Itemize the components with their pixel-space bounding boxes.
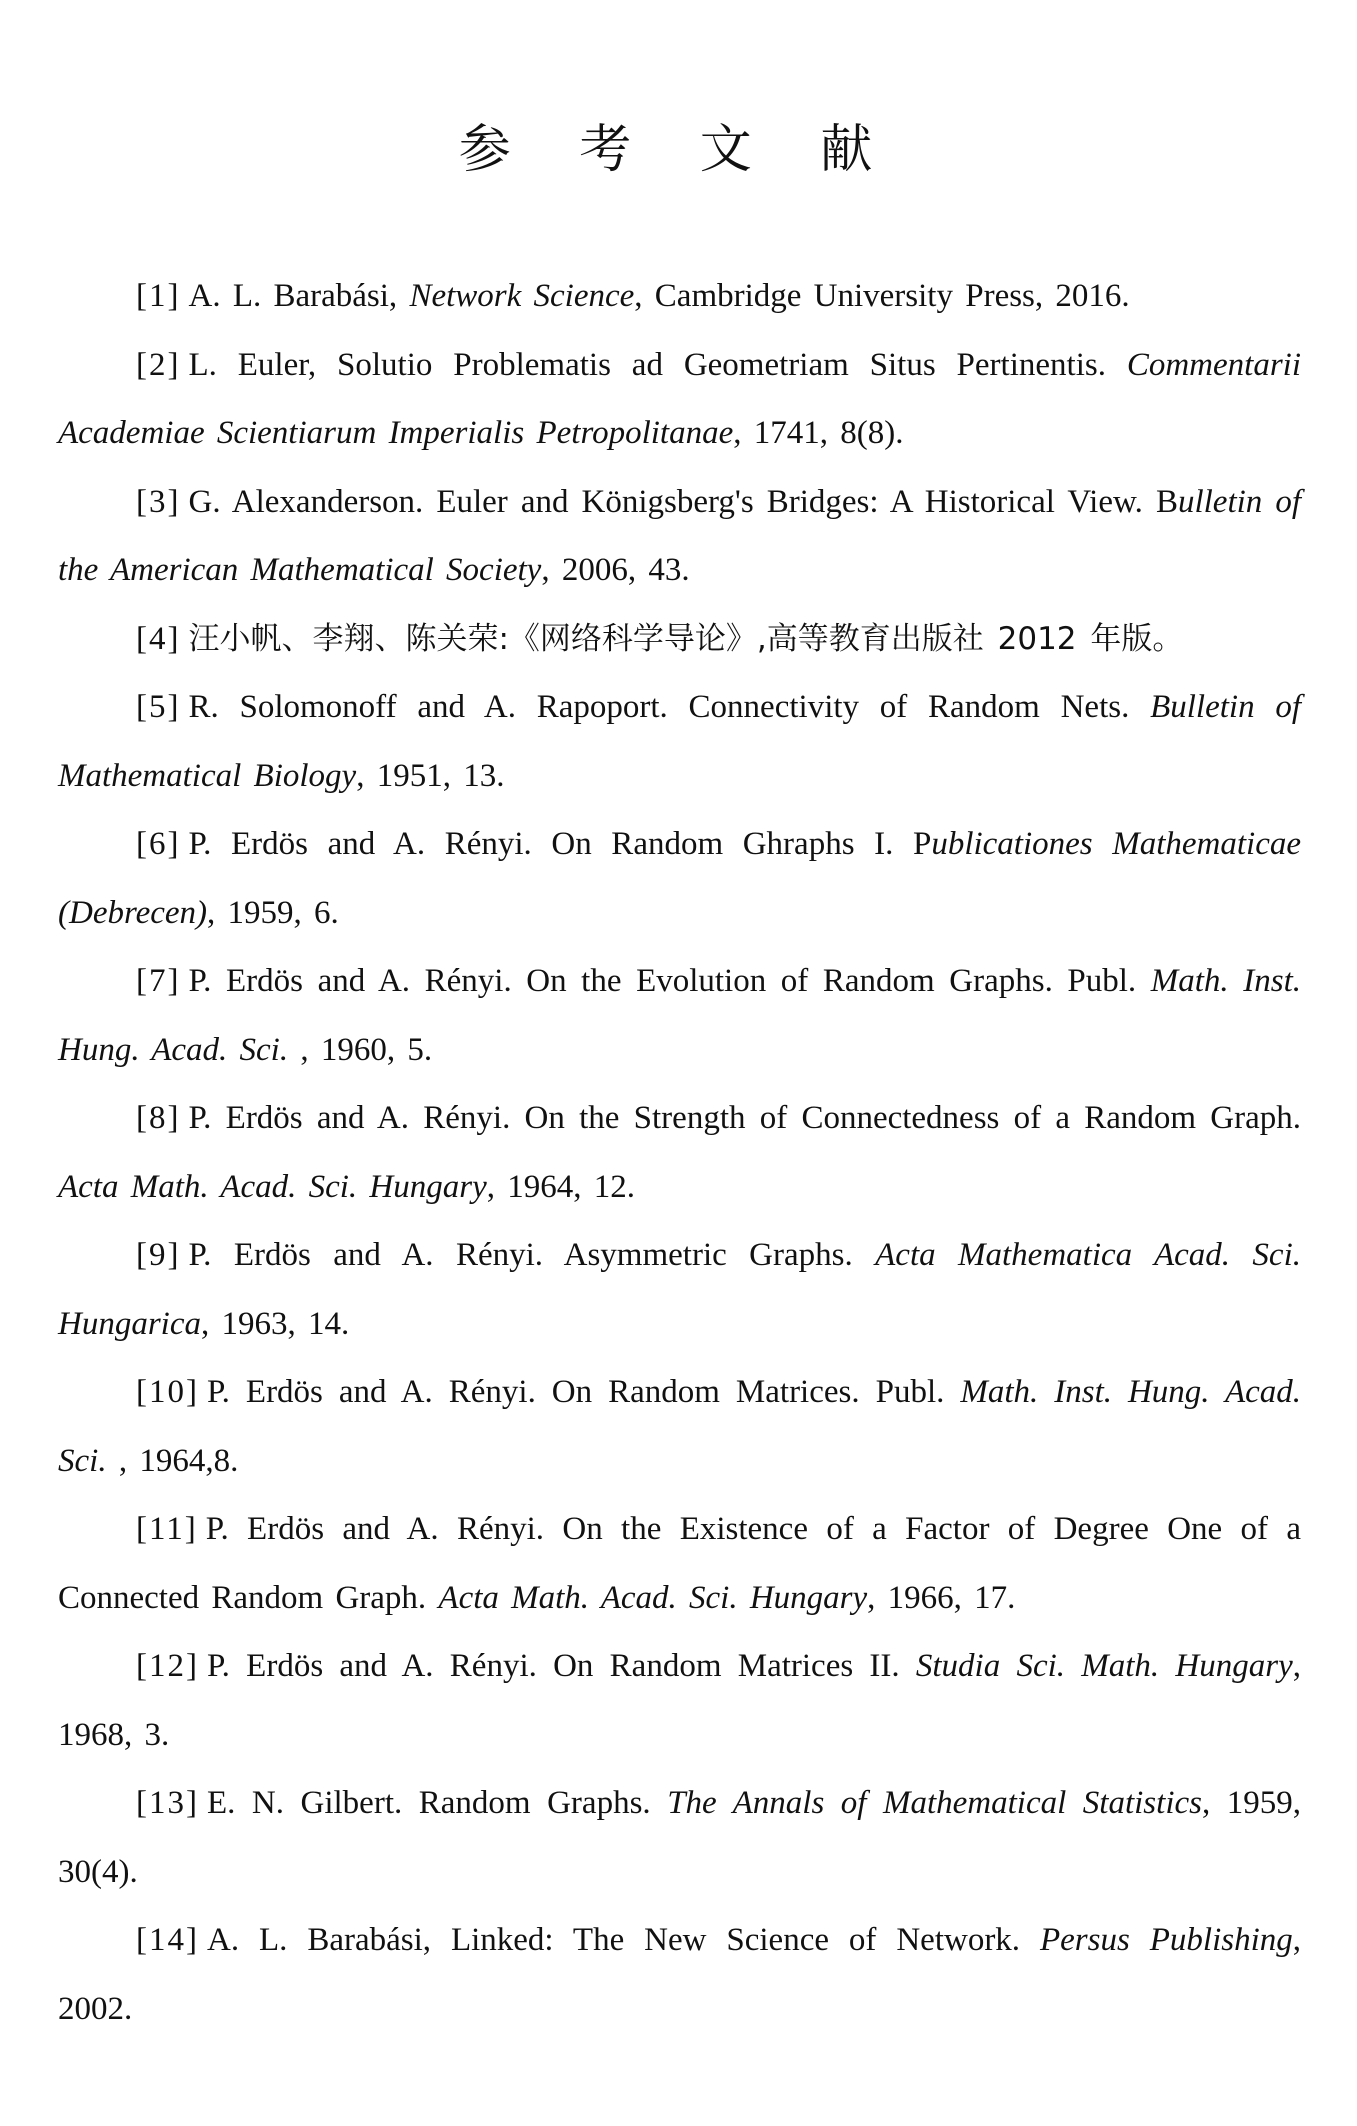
reference-number: [13] bbox=[136, 1785, 199, 1821]
reference-number: [8] bbox=[136, 1100, 181, 1136]
reference-number: [2] bbox=[136, 346, 181, 383]
reference-details: , 1959, 30(4). bbox=[58, 1785, 1302, 1890]
reference-source: Math. Inst. Hung. Acad. Sci. bbox=[58, 963, 1301, 1068]
reference-text: A. L. Barabási, Linked: The New Science of Network. bbox=[206, 1922, 1040, 1958]
reference-source: Studia Sci. Math. Hungary bbox=[915, 1648, 1293, 1684]
reference-details: , 1960, 5. bbox=[288, 1031, 433, 1068]
reference-text: P. Erdös and A. Rényi. On the Existence of a Factor of Degree One of a Connected Random Graph. bbox=[58, 1511, 1301, 1616]
reference-source: ulletin of the American Mathematical Society bbox=[58, 483, 1301, 588]
reference-details: , 2002. bbox=[58, 1922, 1301, 2027]
reference-text: P. Erdös and A. Rényi. Asymmetric Graphs. bbox=[188, 1237, 876, 1273]
reference-source: Network Science bbox=[409, 278, 635, 314]
reference-item bbox=[58, 1632, 1301, 1769]
reference-item bbox=[58, 1221, 1301, 1358]
reference-number: [9] bbox=[136, 1237, 181, 1273]
reference-item bbox=[58, 1084, 1301, 1221]
reference-item bbox=[58, 331, 1301, 468]
reference-source: ublicationes Mathematicae (Debrecen) bbox=[58, 826, 1302, 931]
reference-item bbox=[58, 1906, 1301, 2043]
reference-details: , 1741, 8(8). bbox=[733, 415, 904, 451]
reference-details: , 2006, 43. bbox=[541, 552, 690, 588]
reference-text: P. Erdös and A. Rényi. On the Strength of Connectedness of a Random Graph. bbox=[188, 1100, 1301, 1136]
reference-text: P. Erdös and A. Rényi. On the Evolution of Random Graphs. Publ. bbox=[188, 963, 1151, 999]
reference-source: Acta Mathematica Acad. Sci. Hungarica bbox=[58, 1237, 1301, 1342]
reference-item bbox=[58, 947, 1301, 1084]
reference-item bbox=[58, 810, 1301, 947]
reference-text: E. N. Gilbert. Random Graphs. bbox=[206, 1785, 668, 1821]
reference-details: , 1964, 12. bbox=[486, 1168, 635, 1205]
reference-text: L. Euler, Solutio Problematis ad Geometriam Situs Pertinentis. bbox=[188, 346, 1127, 383]
reference-item bbox=[58, 262, 1301, 331]
reference-number: [4] bbox=[136, 620, 181, 657]
reference-item bbox=[58, 1495, 1301, 1632]
reference-item bbox=[58, 673, 1301, 810]
reference-text: P. Erdös and A. Rényi. On Random Matrices. Publ. bbox=[206, 1374, 961, 1410]
reference-number: [1] bbox=[136, 278, 181, 314]
reference-number: [14] bbox=[136, 1922, 199, 1958]
reference-source: Bulletin of Mathematical Biology bbox=[58, 689, 1301, 794]
reference-text: P. Erdös and A. Rényi. On Random Matrices II. bbox=[206, 1648, 916, 1684]
reference-source: Acta Math. Acad. Sci. Hungary bbox=[438, 1579, 868, 1616]
reference-source: The Annals of Mathematical Statistics bbox=[667, 1785, 1202, 1821]
reference-details: , 1963, 14. bbox=[201, 1305, 350, 1342]
reference-details: , 1959, 6. bbox=[207, 894, 339, 931]
reference-number: [5] bbox=[136, 689, 181, 725]
reference-number: [12] bbox=[136, 1648, 199, 1684]
page-title: 参 考 文 献 bbox=[458, 120, 899, 180]
reference-source: Commentarii Academiae Scientiarum Imperialis Petropolitanae bbox=[58, 346, 1301, 451]
reference-text: G. Alexanderson. Euler and Königsberg's Bridges: A Historical View. B bbox=[188, 483, 1178, 520]
reference-number: [6] bbox=[136, 826, 181, 862]
reference-source: Math. Inst. Hung. Acad. Sci. bbox=[58, 1374, 1301, 1479]
reference-text: A. L. Barabási, bbox=[188, 278, 410, 314]
reference-details: , 1964,8. bbox=[106, 1442, 239, 1479]
reference-text: P. Erdös and A. Rényi. On Random Ghraphs I. P bbox=[188, 826, 932, 862]
reference-source: Persus Publishing bbox=[1039, 1922, 1293, 1958]
reference-number: [7] bbox=[136, 963, 181, 999]
reference-list bbox=[58, 262, 1301, 2043]
reference-number: [11] bbox=[136, 1511, 198, 1547]
reference-details: , 1968, 3. bbox=[58, 1648, 1301, 1753]
reference-item bbox=[58, 468, 1301, 605]
reference-text: R. Solomonoff and A. Rapoport. Connectivity of Random Nets. bbox=[188, 689, 1151, 725]
reference-details: , Cambridge University Press, 2016. bbox=[634, 278, 1130, 314]
reference-item bbox=[58, 1358, 1301, 1495]
reference-number: [3] bbox=[136, 483, 181, 520]
reference-item bbox=[58, 1769, 1301, 1906]
reference-details: , 1966, 17. bbox=[867, 1579, 1016, 1616]
reference-source: Acta Math. Acad. Sci. Hungary bbox=[58, 1168, 487, 1205]
reference-text: 汪小帆、李翔、陈关荣:《网络科学导论》,高等教育出版社 2012 年版。 bbox=[188, 620, 1184, 657]
reference-details: , 1951, 13. bbox=[356, 757, 505, 794]
reference-number: [10] bbox=[136, 1374, 199, 1410]
reference-item bbox=[58, 605, 1301, 674]
